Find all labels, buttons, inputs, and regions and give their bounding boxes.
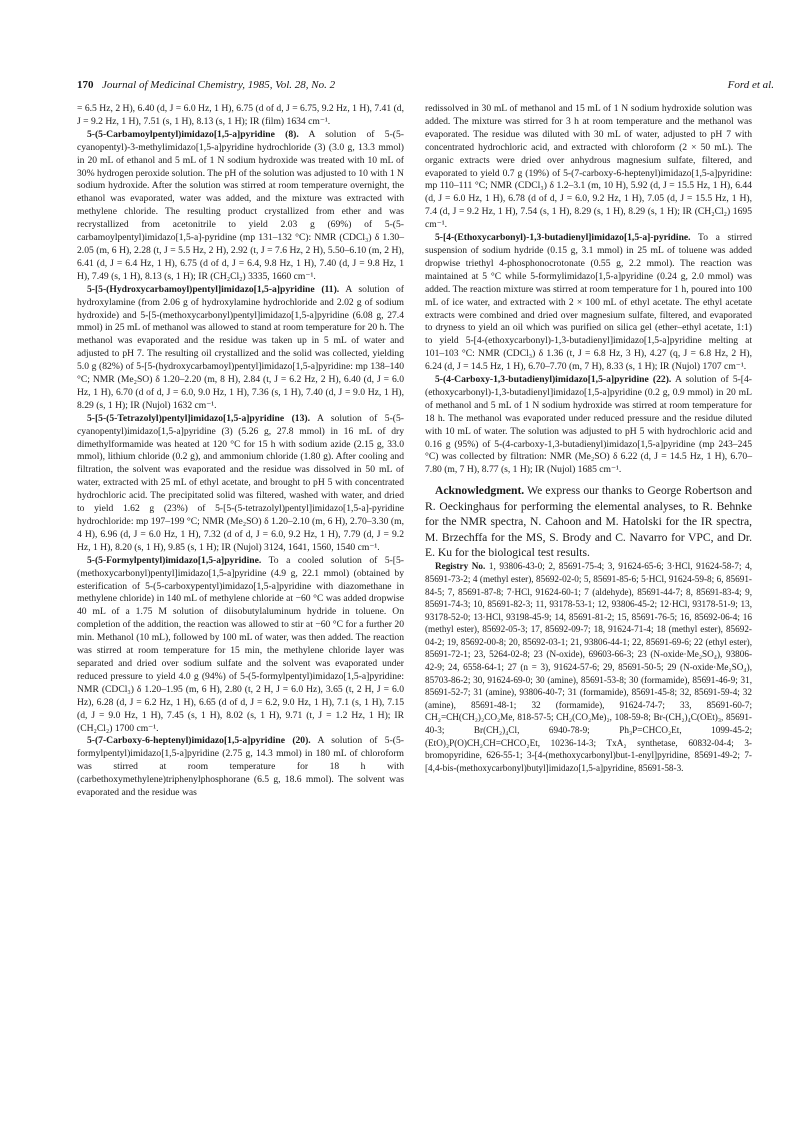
paragraph-text: A solution of 5-(5-cyanopentyl)imidazo[1,5-a]pyridine (3) (5.26 g, 27.8 mmol) in 16 mL of dry dimethylformamide was heated at 120 °C for 15 h with sodium azide (2.15 g, 33.0 mmol), lithium chloride (0.2 g), and ammonium chloride (1.80 g). After cooling and filtration, the solvent was evaporated and the residue was dissolved in 50 mL of water, extracted with 25 mL of ethyl acetate, and brought to pH 5 with concentrated hydrochloric acid. The precipitated solid was filtered, washed with water, and dried to yield 1.62 g (23%) of 5-[5-(5-tetrazolyl)pentyl]imidazo[1,5-a]-pyridine hydrochloride: mp 197–199 °C; NMR (Me₂SO) δ 1.20–2.10 (m, 6 H), 2.70–3.30 (m, 4 H), 6.96 (d, J = 6.0 Hz, 1 H), 7.32 (d of d, J = 6.0, 9.2 Hz, 1 H), 7.79 (d, J = 9.2 Hz, 1 H), 8.20 (s, 1 H), 9.85 (s, 1 H); IR (Nujol) 3124, 1641, 1560, 1540 cm⁻¹. bbox=[77, 412, 404, 553]
paragraph-compound-20 bbox=[77, 735, 404, 800]
paragraph-text: To a cooled solution of 5-[5-(methoxycarbonyl)pentyl]imidazo[1,5-a]pyridine (4.9 g, 22.1 mmol) (obtained by esterification of 5-(5-carboxypentyl)imidazo[1,5-a]pyridine with diazomethane in methylene chloride) in 140 mL of methylene chloride at −60 °C was added dropwise 40 mL of a 1.75 M solution of diisobutylaluminum hydride in toluene. On completion of the addition, the reaction was allowed to stir at −60 °C for a further 20 min. Methanol (10 mL), followed by 100 mL of water, was then added. The reaction was stirred at room temperature for 15 min, the methylene chloride layer was separated and dried over sodium sulfate and the solvent was evaporated under reduced pressure to yield 4.0 g (94%) of 5-(5-formylpentyl)imidazo[1,5-a]pyridine: NMR (CDCl₃) δ 1.20–1.95 (m, 6 H), 2.80 (t, 2 H, J = 6.0 Hz), 3.65 (t, 2 H, J = 6.0 Hz), 6.28 (d, J = 6.2 Hz, 1 H), 6.65 (d of d, J = 6.2, 9.0 Hz, 1 H), 7.1 (s, 1 H), 7.15 (d, J = 9.0 Hz, 1 H), 7.45 (s, 1 H), 8.02 (s, 1 H), 9.71 (t, J = 1.2 Hz, 1 H); IR (CH₂Cl₂) 1700 cm⁻¹. bbox=[77, 554, 404, 734]
paragraph-text: A solution of 5-[4-(ethoxycarbonyl)-1,3-butadienyl]imidazo[1,5-a]pyridine (0.2 g, 0.9 mmol) in 20 mL of methanol and 5 mL of 1 N sodium hydroxide was stirred at room temperature for 18 h. The methanol was evaporated under reduced pressure and the residue diluted with 10 mL of water. The solution was adjusted to pH 5 with hydrochloric acid and 0.16 g (95%) of 5-(4-carboxy-1,3-butadienyl)imidazo[1,5-a]pyridine (mp 243–245 °C) was collected by filtration: NMR (Me₂SO) δ 6.22 (d, J = 14.5 Hz, 1 H), 6.70–7.80 (m, 7 H), 8.77 (s, 1 H); IR (Nujol) 1685 cm⁻¹. bbox=[425, 374, 752, 476]
acknowledgment bbox=[425, 483, 752, 560]
compound-heading: 5-(7-Carboxy-6-heptenyl)imidazo[1,5-a]pyridine (20). bbox=[87, 735, 311, 747]
acknowledgment-text: We express our thanks to George Robertson and R. Oeckinghaus for performing the elemental analyses, to R. Behnke for the NMR spectra, N. Cahoon and M. Hatolski for the IR spectra, M. Brzechffa for the MS, S. Brody and C. Navarro for VPC, and Dr. E. Ku for the biological test results. bbox=[425, 484, 752, 559]
compound-heading: 5-(5-Formylpentyl)imidazo[1,5-a]pyridine. bbox=[87, 554, 262, 566]
compound-heading: 5-(5-Carbamoylpentyl)imidazo[1,5-a]pyridine (8). bbox=[87, 128, 299, 140]
registry-numbers bbox=[425, 560, 752, 774]
compound-heading: 5-[5-(Hydroxycarbamoyl)pentyl]imidazo[1,5-a]pyridine (11). bbox=[87, 283, 340, 295]
paragraph-text: = 6.5 Hz, 2 H), 6.40 (d, J = 6.0 Hz, 1 H), 6.75 (d of d, J = 6.75, 9.2 Hz, 1 H), 7.41 (d, J = 9.2 Hz, 1 H), 7.51 (s, 1 H), 8.13 (s, 1 H); IR (film) 1634 cm⁻¹. bbox=[77, 103, 404, 127]
paragraph-text: To a stirred suspension of sodium hydride (0.15 g, 3.1 mmol) in 25 mL of toluene was added dropwise triethyl 4-phosphonocrotonate (0.55 g, 2.2 mmol). The reaction was maintained at 5 °C while 5-formylimidazo[1,5-a]pyridine (0.24 g, 2.0 mmol) was added. The reaction mixture was stirred at room temperature for 1 h, poured into 100 mL of ice water, and extracted with 2 × 100 mL of ethyl acetate. The ethyl acetate extracts were combined and dried over magnesium sulfate, filtered, and evaporated to dryness to yield an oil which was purified on silica gel (ether–ethyl acetate, 1:1) to yield 5-[4-(ethoxycarbonyl)-1,3-butadienyl]imidazo[1,5-a]pyridine melting at 101–103 °C: NMR (CDCl₃) δ 1.36 (t, J = 6.8 Hz, 3 H), 4.27 (q, J = 6.8 Hz, 2 H), 6.24 (d, J = 14.5 Hz, 1 H), 6.70–7.70 (m, 7 H), 8.33 (s, 1 H); IR (Nujol) 1707 cm⁻¹. bbox=[425, 232, 752, 373]
journal-citation: Journal of Medicinal Chemistry, 1985, Vol. 28, No. 2 bbox=[102, 79, 336, 91]
paragraph-compound-11 bbox=[77, 284, 404, 413]
paragraph-ethoxycarbonyl bbox=[425, 232, 752, 374]
paragraph-continued bbox=[77, 103, 404, 129]
paragraph-text: A solution of 5-(5-cyanopentyl)-3-methylimidazo[1,5-a]pyridine hydrochloride (3) (3.0 g, 13.3 mmol) in 20 mL of ethanol and 5 mL of 1 N sodium hydroxide was treated with 10 mL of 30% hydrogen peroxide solution. The pH of the solution was adjusted to 10 with 1 N sodium hydroxide. After the solution was stirred at room temperature overnight, the ethanol was evaporated, water was added, and the mixture was extracted with methylene chloride. The resulting product crystallized from ether and was recrystallized from acetonitrile to yield 2.03 g (69%) of 5-(5-carbamoylpentyl)imidazo[1,5-a]-pyridine (mp 131–132 °C): NMR (CDCl₃) δ 1.30–2.05 (m, 6 H), 2.28 (t, J = 5.5 Hz, 2 H), 2.92 (t, J = 7.6 Hz, 2 H), 5.50–6.10 (m, 2 H), 6.41 (d, J = 6.4 Hz, 1 H), 6.75 (d of d, J = 6.4, 9.8 Hz, 1 H), 7.40 (d, J = 9.8 Hz, 1 H), 7.49 (s, 1 H), 8.13 (s, 1 H); IR (CH₂Cl₂) 3335, 1660 cm⁻¹. bbox=[77, 128, 404, 282]
paragraph-text: A solution of hydroxylamine (from 2.06 g of hydroxylamine hydrochloride and 2.02 g of sodium hydroxide) and 5-[5-(methoxycarbonyl)pentyl]imidazo[1,5-a]pyridine (6.08 g, 27.4 mmol) in 25 mL of methanol was allowed to stand at room temperature for 20 h. The methanol was evaporated and the residue was taken up in 5 mL of water and adjusted to pH 7. The resulting oil crystallized and the solid was collected, yielding 5.0 g (82%) of 5-[5-(hydroxycarbamoyl)pentyl]imidazo[1,5-a]pyridine: mp 138–140 °C; NMR (Me₂SO) δ 1.20–2.20 (m, 8 H), 2.84 (t, J = 6.2 Hz, 2 H), 6.40 (d, J = 6.0 Hz, 1 H), 6.70 (d of d, J = 6.0, 9.0 Hz, 1 H), 7.36 (s, 1 H), 7.40 (d, J = 9.0 Hz, 1 H), 8.29 (s, 1 H); IR (Nujol) 1632 cm⁻¹. bbox=[77, 283, 404, 411]
right-column bbox=[425, 103, 752, 774]
compound-heading: 5-(4-Carboxy-1,3-butadienyl)imidazo[1,5-a]pyridine (22). bbox=[435, 374, 672, 386]
acknowledgment-heading: Acknowledgment. bbox=[435, 484, 525, 498]
paragraph-text: A solution of 5-(5-formylpentyl)imidazo[1,5-a]pyridine (2.75 g, 14.3 mmol) in 180 mL of chloroform was stirred at room temperature for 18 h with (carbethoxymethylene)triphenylphosphorane (6.5 g, 18.6 mmol). The solvent was evaporated and the residue was bbox=[77, 735, 404, 799]
left-column bbox=[77, 103, 404, 800]
running-header bbox=[77, 79, 774, 95]
page-number: 170 bbox=[77, 79, 94, 91]
compound-heading: 5-[5-(5-Tetrazolyl)pentyl]imidazo[1,5-a]pyridine (13). bbox=[87, 412, 310, 424]
paragraph-compound-8 bbox=[77, 129, 404, 284]
registry-heading: Registry No. bbox=[435, 561, 486, 572]
paragraph-continued bbox=[425, 103, 752, 232]
paragraph-compound-13 bbox=[77, 413, 404, 555]
compound-heading: 5-[4-(Ethoxycarbonyl)-1,3-butadienyl]imidazo[1,5-a]-pyridine. bbox=[435, 232, 691, 244]
registry-text: 1, 93806-43-0; 2, 85691-75-4; 3, 91624-65-6; 3·HCl, 91624-58-7; 4, 85691-73-2; 4 (methyl ester), 85692-02-0; 5, 85691-85-6; 5·HCl, 91624-59-8; 6, 85691-84-5; 7, 85691-87-8; 7·HCl, 91624-60-1; 7 (aldehyde), 85691-44-7; 8, 85691-83-4; 9, 85691-74-3; 10, 85691-82-3; 11, 93178-53-1; 12, 93806-45-2; 12·HCl, 93178-51-9; 13, 93178-52-0; 13·HCl, 93198-45-9; 14, 85691-81-2; 15, 85691-76-5; 16, 85692-06-4; 16 (methyl ester), 85692-05-3; 17, 85692-09-7; 18, 91624-71-4; 18 (methyl ester), 85692-04-2; 19, 85692-00-8; 20, 85692-03-1; 21, 93806-44-1; 22, 85691-69-6; 22 (ethyl ester), 85691-72-1; 23, 5264-02-8; 23 (N-oxide), 69603-66-3; 23 (N-oxide·Me₂SO₄), 93806-42-9; 24, 6558-64-1; 27 (n = 3), 91624-57-6; 29, 85691-50-5; 29 (N-oxide·Me₂SO₄), 85703-86-2; 30, 91624-69-0; 30 (amine), 85691-53-8; 30 (formamide), 85691-46-9; 31, 85691-52-7; 31 (amine), 93806-40-7; 31 (formamide), 85691-45-8; 32, 85691-59-4; 32 (amine), 85691-48-1; 32 (formamide), 91624-74-7; 33, 85691-60-7; CH₂=CH(CH₂)₂CO₂Me, 818-57-5; CH₂(CO₂Me)₂, 108-59-8; Br-(CH₂)₄C(OEt)₃, 85691-40-3; Br(CH₂)₄Cl, 6940-78-9; Ph₃P=CHCO₂Et, 1099-45-2; (EtO)₂P(O)CH₂CH=CHCO₂Et, 10236-14-3; TxA₂ synthetase, 60832-04-4; 3-bromopyridine, 626-55-1; 3-[4-(methoxycarbonyl)but-1-enyl]pyridine, 85691-49-2; 7-[4,4-bis-(methoxycarbonyl)butyl]imidazo[1,5-a]pyridine, 85691-58-3. bbox=[425, 561, 752, 773]
paragraph-compound-22 bbox=[425, 374, 752, 477]
paragraph-text: redissolved in 30 mL of methanol and 15 mL of 1 N sodium hydroxide solution was added. The mixture was stirred for 3 h at room temperature and the methanol was evaporated. The residue was diluted with 30 mL of water, adjusted to pH 7 with concentrated hydrochloric acid, and extracted with chloroform (2 × 50 mL). The organic extracts were dried over anhydrous magnesium sulfate, filtered, and evaporated to yield 0.7 g (19%) of 5-(7-carboxy-6-heptenyl)imidazo[1,5-a]pyridine: mp 110–111 °C; NMR (CDCl₃) δ 1.2–3.1 (m, 10 H), 5.92 (d, J = 15.5 Hz, 1 H), 6.44 (d, J = 6.0 Hz, 1 H), 6.78 (d of d, J = 6.0, 9.2 Hz, 1 H), 7.05 (d, J = 15.5 Hz, 1 H), 7.4 (d, J = 9.2 Hz, 1 H), 7.54 (s, 1 H), 8.29 (s, 1 H), 8.29 (s, 1 H); IR (CH₂Cl₂) 1695 cm⁻¹. bbox=[425, 103, 752, 231]
paragraph-formylpentyl bbox=[77, 555, 404, 736]
running-authors: Ford et al. bbox=[727, 79, 774, 91]
